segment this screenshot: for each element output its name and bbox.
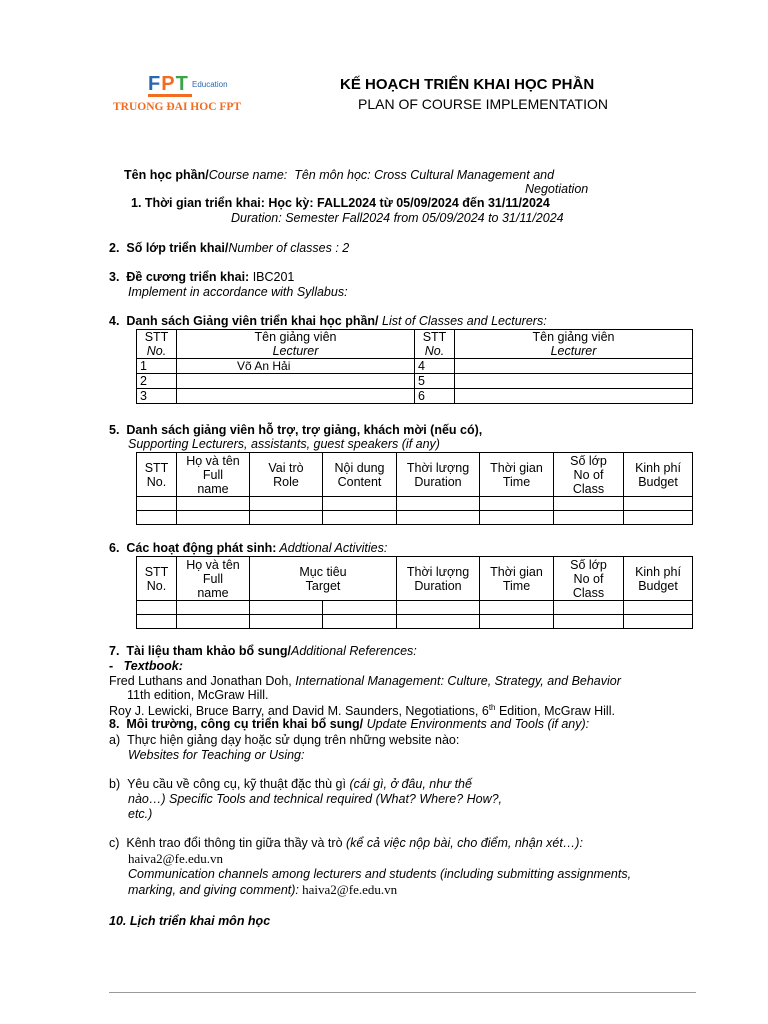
section-4-title: 4. Danh sách Giảng viên triển khai học phần/ List of Classes and Lecturers:	[109, 314, 547, 328]
lecturers-table	[136, 329, 693, 404]
section-8-title: 8. Môi trường, công cụ triển khai bổ sung/ Update Environments and Tools (if any):	[109, 717, 590, 731]
contact-email-2: haiva2@fe.edu.vn	[298, 882, 398, 897]
footer-divider	[109, 992, 696, 993]
section-3-note: Implement in accordance with Syllabus:	[128, 285, 348, 299]
section-8b: b) Yêu cầu về công cụ, kỹ thuật đặc thù gì (cái gì, ở đâu, như thế	[109, 777, 472, 791]
table-header-row: STT No. Họ và tên Full name Mục tiêu Target Thời lượng Duration Thời gian Time Số lớp No of Class Kinh phí Budget	[137, 557, 693, 601]
table-row: 2 5	[137, 374, 693, 389]
reference-2: Roy J. Lewicki, Bruce Barry, and David M. Saunders, Negotiations, 6th Edition, McGraw Hill.	[109, 703, 615, 719]
page-title: KẾ HOẠCH TRIỂN KHAI HỌC PHẦN	[340, 76, 595, 93]
section-2: 2. Số lớp triển khai/Number of classes : 2	[109, 241, 350, 255]
section-8a-note: Websites for Teaching or Using:	[128, 748, 305, 762]
section-3: 3. Đề cương triển khai: IBC201	[109, 270, 295, 284]
section-5-title: 5. Danh sách giảng viên hỗ trợ, trợ giảng, khách mời (nếu có),	[109, 423, 483, 437]
table-row: 3 6	[137, 389, 693, 404]
section-7-title: 7. Tài liệu tham khảo bổ sung/Additional References:	[109, 644, 417, 658]
logo-university: TRUONG ĐAI HOC FPT	[113, 101, 242, 113]
table-row	[137, 615, 693, 629]
section-8c-en1: Communication channels among lecturers and students (including submitting assignments,	[128, 867, 632, 881]
table-row	[137, 601, 693, 615]
section-8b-line3: etc.)	[128, 807, 153, 821]
section-8c: c) Kênh trao đổi thông tin giữa thầy và trò (kể cả việc nộp bài, cho điểm, nhận xét…):	[109, 836, 583, 850]
supporting-lecturers-table	[136, 452, 693, 525]
course-name-line2: Negotiation	[525, 182, 589, 196]
contact-email: haiva2@fe.edu.vn	[128, 851, 223, 866]
reference-1-line2: 11th edition, McGraw Hill.	[127, 688, 269, 702]
fpt-logo: FPT	[148, 73, 189, 95]
table-row	[137, 497, 693, 511]
section-10-title: 10. Lịch triển khai môn học	[109, 914, 271, 928]
table-header-row: STT No. Tên giảng viên Lecturer STT No. Tên giảng viên Lecturer	[137, 330, 693, 359]
textbook-label: - Textbook:	[109, 659, 183, 673]
section-8b-line2: nào…) Specific Tools and technical required (What? Where? How?,	[128, 792, 503, 806]
table-header-row: STT No. Họ và tên Full name Vai trò Role Nội dung Content Thời lượng Duration Thời gian Time Số lớp No of Class Kinh phí Budget	[137, 453, 693, 497]
page-subtitle: PLAN OF COURSE IMPLEMENTATION	[358, 96, 608, 112]
section-1-title: 1. Thời gian triển khai: Học kỳ: FALL2024 từ 05/09/2024 đến 31/11/2024	[131, 196, 550, 210]
reference-1: Fred Luthans and Jonathan Doh, International Management: Culture, Strategy, and Behavior	[109, 674, 621, 688]
section-1-duration: Duration: Semester Fall2024 from 05/09/2024 to 31/11/2024	[231, 211, 564, 225]
section-6-title: 6. Các hoạt động phát sinh: Addtional Activities:	[109, 541, 388, 555]
additional-activities-table	[136, 556, 693, 629]
table-row	[137, 511, 693, 525]
section-8a: a) Thực hiện giảng dạy hoặc sử dụng trên những website nào:	[109, 733, 460, 747]
course-name-line: Tên học phần/Course name: Tên môn học: Cross Cultural Management and	[124, 168, 555, 182]
section-5-note: Supporting Lecturers, assistants, guest speakers (if any)	[128, 437, 440, 451]
section-8c-en2: marking, and giving comment): haiva2@fe.edu.vn	[128, 882, 398, 897]
table-row: 1 Võ An Hải 4	[137, 359, 693, 374]
logo-education: Education	[192, 80, 228, 89]
